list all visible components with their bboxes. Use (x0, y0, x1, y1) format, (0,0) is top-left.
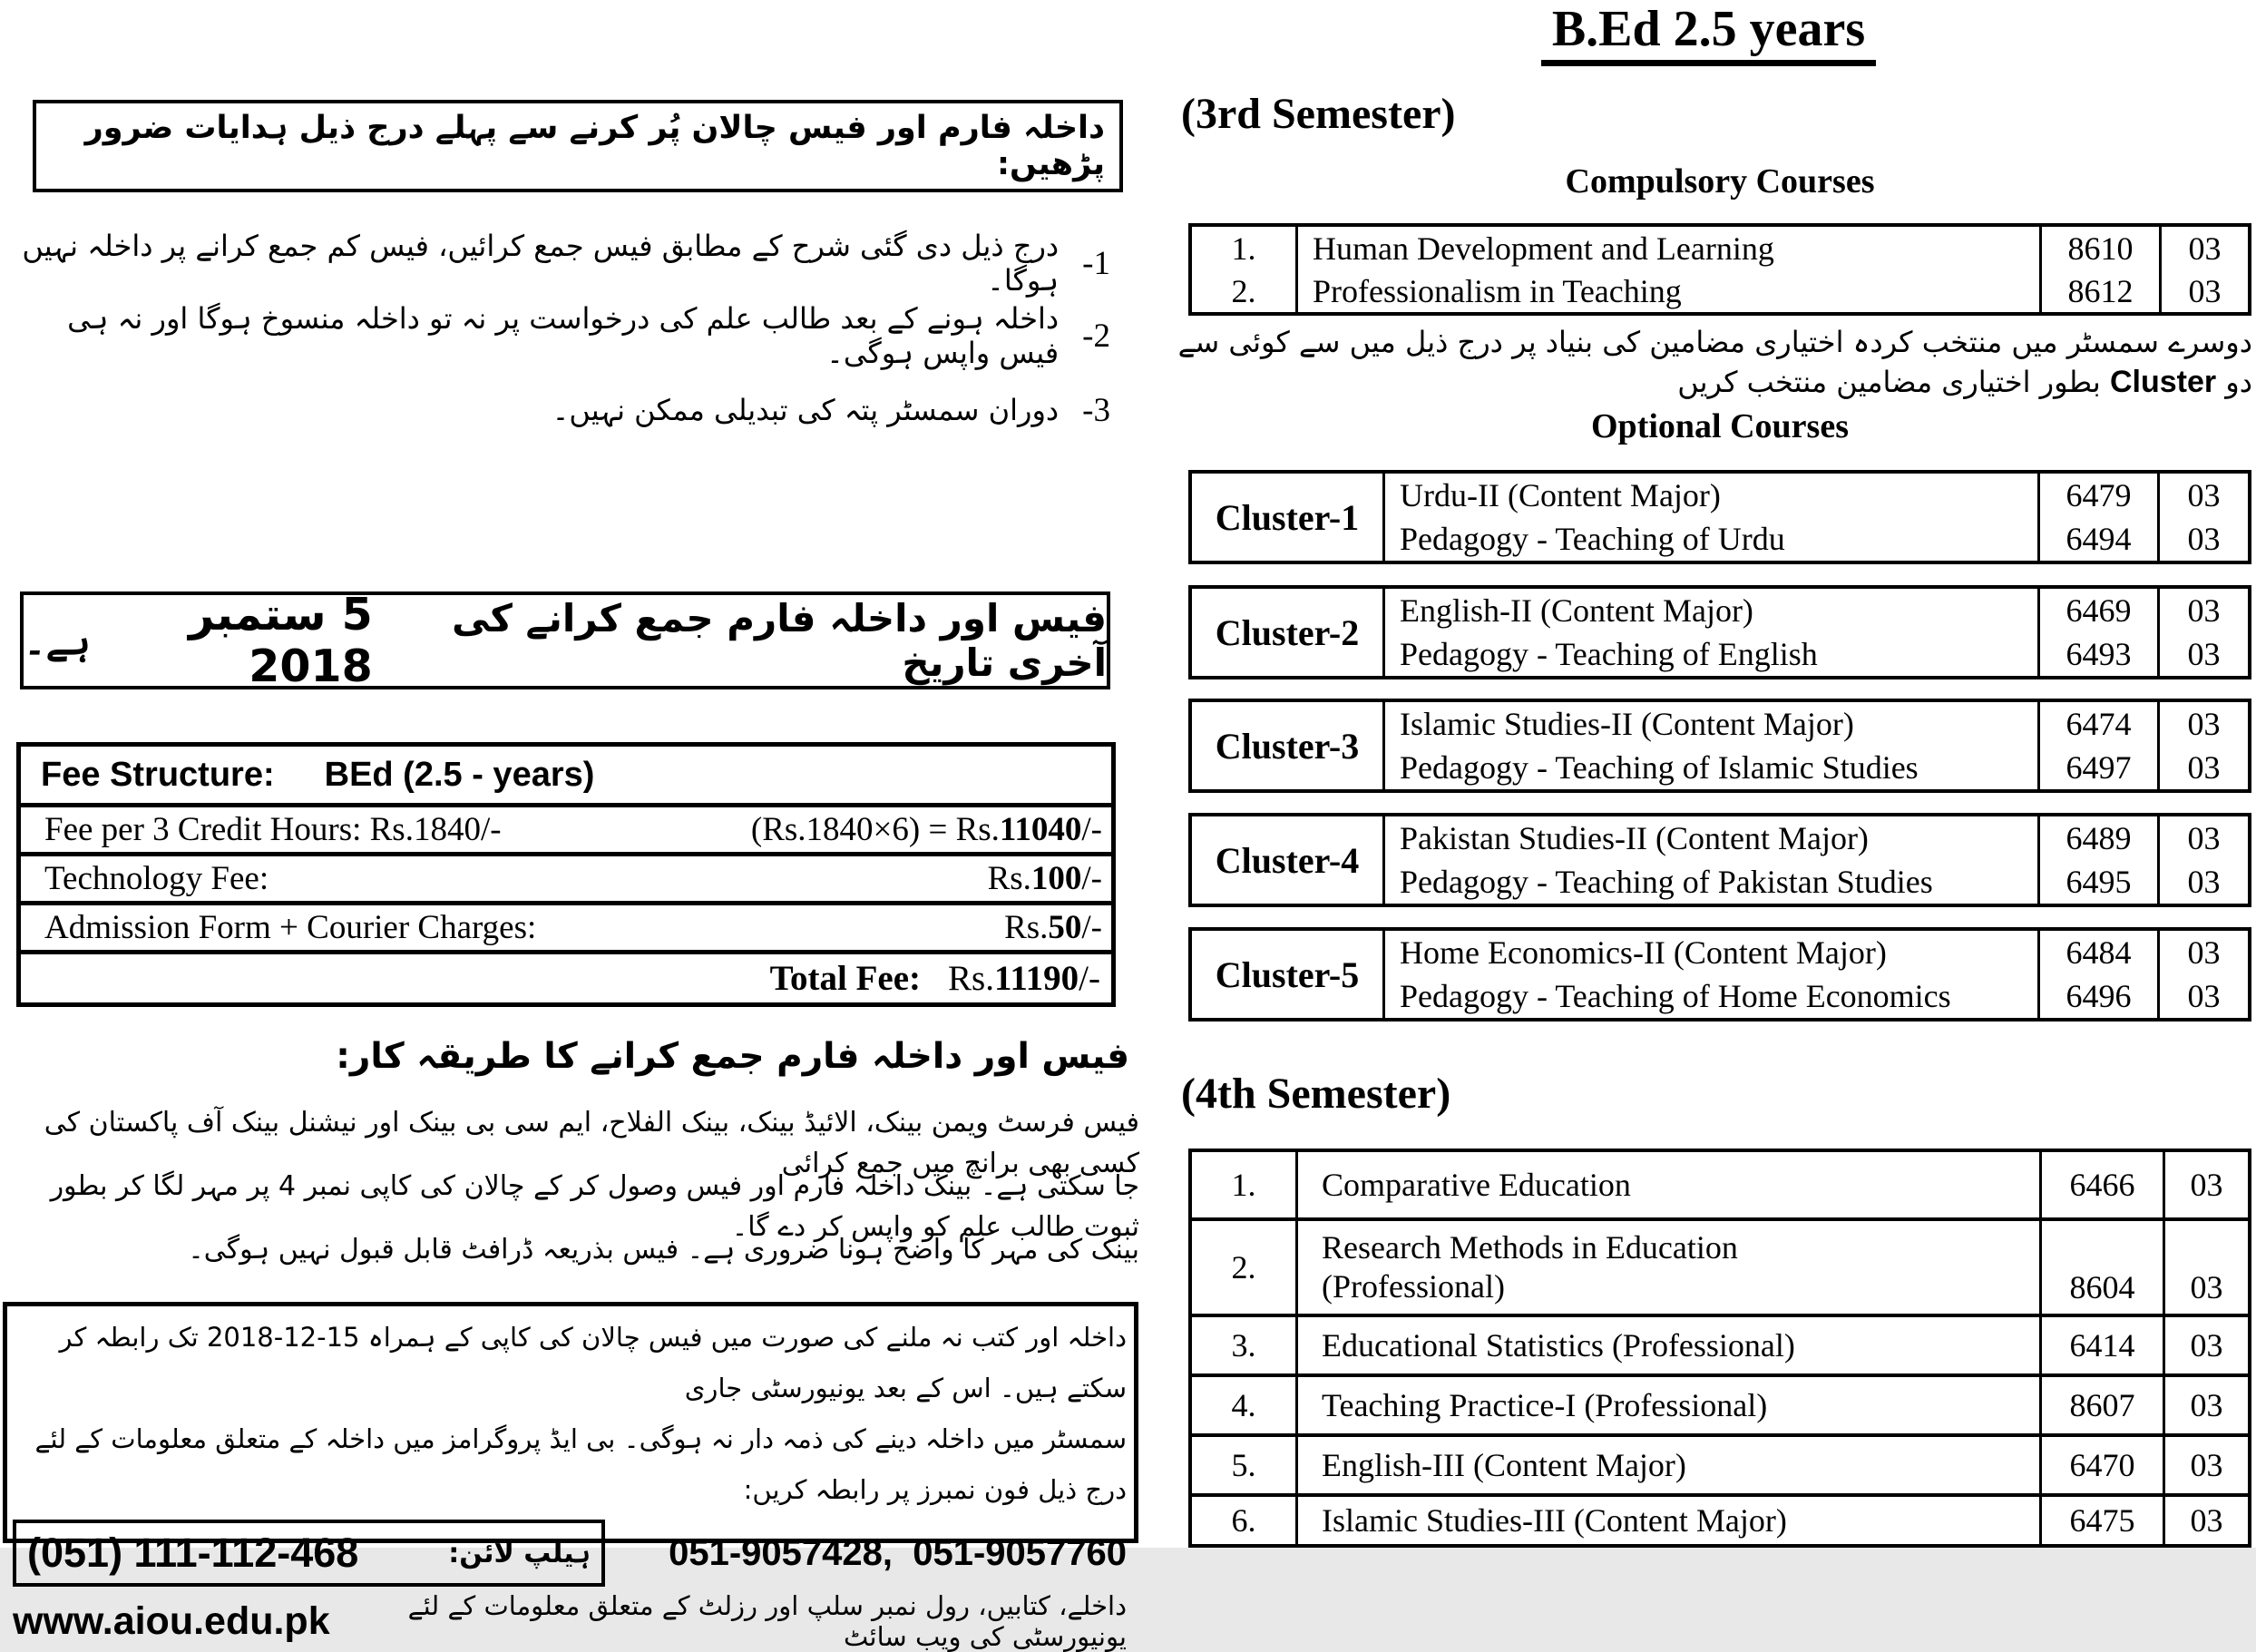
helpline-number: (051) 111-112-468 (27, 1530, 359, 1576)
page-title-wrap (1161, 0, 2256, 66)
course-credits: 03 (2157, 474, 2248, 517)
course-code: 6470 (2039, 1433, 2163, 1493)
fee-row-2-value: Rs.100/- (987, 860, 1102, 897)
cluster-label: Cluster-4 (1215, 839, 1360, 881)
cluster-note-post: بطور اختیاری مضامین منتخب کریں (1677, 365, 2110, 400)
course-name: English-III (Content Major) (1295, 1433, 2039, 1493)
course-name: English-II (Content Major) (1382, 589, 2037, 632)
course-code: 8604 (2039, 1217, 2163, 1314)
cluster-note-word: Cluster (2109, 365, 2217, 400)
helpline-row (13, 1520, 1127, 1587)
instruction-3-number: -3 (1082, 391, 1110, 429)
course-code: 6489 (2037, 816, 2157, 860)
payment-method-line-2: جا سکتی ہے۔ بینک داخلہ فارم اور فیس وصول کر کے چالان کی کاپی نمبر 4 پر مہر لگا کر بطور ثبوت طالب علم کو واپس کر دے گا۔ (50, 1170, 1139, 1243)
fee-row-total (21, 950, 1111, 1002)
cluster-2-table (1188, 585, 2251, 679)
fee-row-3-label: Admission Form + Courier Charges: (44, 909, 537, 946)
course-credits: 03 (2157, 702, 2248, 746)
contact-box (3, 1302, 1138, 1652)
course-code: 6414 (2039, 1314, 2163, 1373)
website-row (13, 1590, 1127, 1652)
course-credits: 03 (2163, 1152, 2248, 1217)
phone-numbers: 051-9057428, 051-9057760 (669, 1532, 1127, 1573)
course-name: Pedagogy - Teaching of Urdu (1382, 517, 2037, 561)
fee-total-label: Total Fee: (769, 959, 922, 998)
course-credits: 03 (2157, 816, 2248, 860)
cluster-3-table (1188, 699, 2251, 793)
course-name: Comparative Education (1295, 1152, 2039, 1217)
instruction-1-number: -1 (1082, 244, 1110, 282)
instruction-item-2 (0, 301, 1110, 370)
helpline-label: ہیلپ لائن: (448, 1537, 591, 1569)
course-code: 6479 (2037, 474, 2157, 517)
course-code: 6484 (2037, 931, 2157, 974)
course-code: 6495 (2037, 860, 2157, 904)
course-name: Pakistan Studies-II (Content Major) (1382, 816, 2037, 860)
course-sn: 6. (1192, 1493, 1295, 1544)
course-credits: 03 (2163, 1373, 2248, 1433)
page-title: B.Ed 2.5 years (1541, 0, 1876, 66)
cluster-label: Cluster-1 (1215, 496, 1360, 538)
fee-row-admission-form (21, 901, 1111, 950)
optional-courses-heading: Optional Courses (1591, 407, 1849, 445)
course-name: Pedagogy - Teaching of Islamic Studies (1382, 746, 2037, 789)
fee-header-program: BEd (2.5 - years) (324, 755, 595, 794)
semester-3-heading: (3rd Semester) (1181, 90, 1456, 138)
instructions-box (33, 100, 1123, 192)
course-sn: 2. (1192, 1217, 1295, 1314)
course-credits: 03 (2163, 1433, 2248, 1493)
course-credits: 03 (2159, 269, 2248, 312)
course-credits: 03 (2163, 1217, 2248, 1314)
course-name: Human Development and Learning (1295, 227, 2039, 269)
course-credits: 03 (2157, 746, 2248, 789)
deadline-text-pre: فیس اور داخلہ فارم جمع کرانے کی آخری تاریخ (452, 596, 1107, 685)
semester-4-heading: (4th Semester) (1181, 1070, 1451, 1118)
fee-row-2-label: Technology Fee: (44, 860, 269, 897)
cluster-1-table (1188, 470, 2251, 564)
cluster-5-table (1188, 927, 2251, 1022)
course-code: 6496 (2037, 974, 2157, 1018)
cluster-label: Cluster-3 (1215, 725, 1360, 767)
cluster-label: Cluster-2 (1215, 611, 1360, 653)
course-credits: 03 (2157, 632, 2248, 676)
course-sn: 2. (1231, 272, 1256, 309)
helpline-box (13, 1520, 605, 1587)
course-credits: 03 (2163, 1493, 2248, 1544)
fee-header-label: Fee Structure: (41, 755, 275, 794)
payment-method-heading: فیس اور داخلہ فارم جمع کرانے کا طریقہ کار: (336, 1036, 1129, 1077)
course-code: 6475 (2039, 1493, 2163, 1544)
course-name: Teaching Practice-I (Professional) (1295, 1373, 2039, 1433)
compulsory-courses-heading: Compulsory Courses (1565, 162, 1875, 200)
payment-method-line-1: فیس فرسٹ ویمن بینک، الائیڈ بینک، بینک الفلاح، ایم سی بی بینک اور نیشنل بینک آف پاکستان کی کسی بھی برانچ میں جمع کرائی (44, 1107, 1139, 1179)
course-code: 6466 (2039, 1152, 2163, 1217)
website-url: www.aiou.edu.pk (13, 1598, 330, 1643)
course-credits: 03 (2157, 974, 2248, 1018)
course-credits: 03 (2157, 589, 2248, 632)
course-name: Research Methods in Education (Professional) (1295, 1217, 2039, 1314)
cluster-selection-note (1166, 323, 2252, 404)
course-code: 8612 (2039, 269, 2159, 312)
course-name: Islamic Studies-II (Content Major) (1382, 702, 2037, 746)
deadline-text-post: ہے۔ (24, 618, 91, 663)
course-code: 6497 (2037, 746, 2157, 789)
instruction-1-text: درج ذیل دی گئی شرح کے مطابق فیس جمع کرائیں، فیس کم جمع کرانے پر داخلہ نہیں ہوگا۔ (22, 229, 1060, 298)
course-code: 6493 (2037, 632, 2157, 676)
contact-line-1: داخلہ اور کتب نہ ملنے کی صورت میں فیس چالان کی کاپی کے ہمراہ 15-12-2018 تک رابطہ کر سکتے ہیں۔ اس کے بعد یونیورسٹی جاری (59, 1322, 1127, 1403)
semester-4-table (1188, 1149, 2251, 1548)
course-code: 6469 (2037, 589, 2157, 632)
fee-row-1-label: Fee per 3 Credit Hours: Rs.1840/- (44, 811, 502, 848)
course-name: Professionalism in Teaching (1295, 269, 2039, 312)
fee-row-1-value: (Rs.1840×6) = Rs.11040/- (750, 811, 1102, 848)
course-credits: 03 (2157, 931, 2248, 974)
website-note: داخلے، کتابیں، رول نمبر سلپ اور رزلٹ کے متعلق معلومات کے لئے یونیورسٹی کی ویب سائٹ (407, 1590, 1127, 1652)
course-code: 8610 (2039, 227, 2159, 269)
fee-row-3-value: Rs.50/- (1004, 909, 1102, 946)
course-name: Home Economics-II (Content Major) (1382, 931, 2037, 974)
fee-table-header (21, 747, 1111, 803)
instruction-3-text: دوران سمسٹر پتہ کی تبدیلی ممکن نہیں۔ (552, 393, 1060, 427)
course-name: Islamic Studies-III (Content Major) (1295, 1493, 2039, 1544)
course-sn: 4. (1192, 1373, 1295, 1433)
course-name: Urdu-II (Content Major) (1382, 474, 2037, 517)
cluster-label: Cluster-5 (1215, 953, 1360, 995)
deadline-date: 5 ستمبر 2018 (188, 589, 373, 692)
course-credits: 03 (2157, 517, 2248, 561)
cluster-note-pre: دوسرے سمسٹر میں منتخب کردہ اختیاری مضامین کی بنیاد پر درج ذیل میں سے کوئی سے دو (1177, 325, 2252, 400)
course-credits: 03 (2163, 1314, 2248, 1373)
course-name: Pedagogy - Teaching of Pakistan Studies (1382, 860, 2037, 904)
course-sn: 5. (1192, 1433, 1295, 1493)
cluster-4-table (1188, 813, 2251, 907)
contact-line-2: سمسٹر میں داخلہ دینے کی ذمہ دار نہ ہوگی۔ بی ایڈ پروگرامز میں داخلہ کے متعلق معلومات کے لئے درج ذیل فون نمبرز پر رابطہ کریں: (34, 1423, 1127, 1505)
course-name: Pedagogy - Teaching of English (1382, 632, 2037, 676)
course-credits: 03 (2159, 227, 2248, 269)
course-sn: 1. (1231, 1167, 1256, 1203)
compulsory-courses-table (1188, 223, 2251, 316)
fee-total-value: Rs.11190/- (948, 959, 1100, 998)
fee-row-credit-hours (21, 803, 1111, 852)
course-credits: 03 (2157, 860, 2248, 904)
payment-method-line-3: بینک کی مہر کا واضح ہونا ضروری ہے۔ فیس بذریعہ ڈرافٹ قابل قبول نہیں ہوگی۔ (188, 1234, 1139, 1266)
course-name: Pedagogy - Teaching of Home Economics (1382, 974, 2037, 1018)
fee-row-technology (21, 852, 1111, 901)
course-code: 6474 (2037, 702, 2157, 746)
course-sn: 3. (1192, 1314, 1295, 1373)
fee-structure-table (16, 742, 1116, 1007)
course-code: 8607 (2039, 1373, 2163, 1433)
deadline-box (20, 589, 1110, 692)
course-sn: 1. (1231, 230, 1256, 267)
instructions-box-text: داخلہ فارم اور فیس چالان پُر کرنے سے پہلے درج ذیل ہدایات ضرور پڑھیں: (84, 110, 1105, 182)
course-name: Educational Statistics (Professional) (1295, 1314, 2039, 1373)
instruction-2-number: -2 (1082, 317, 1110, 355)
instruction-item-3 (0, 381, 1110, 439)
instruction-2-text: داخلہ ہونے کے بعد طالب علم کی درخواست پر نہ تو داخلہ منسوخ ہوگا اور نہ ہی فیس واپس ہوگی۔ (67, 301, 1060, 370)
instruction-item-1 (0, 229, 1110, 298)
course-code: 6494 (2037, 517, 2157, 561)
